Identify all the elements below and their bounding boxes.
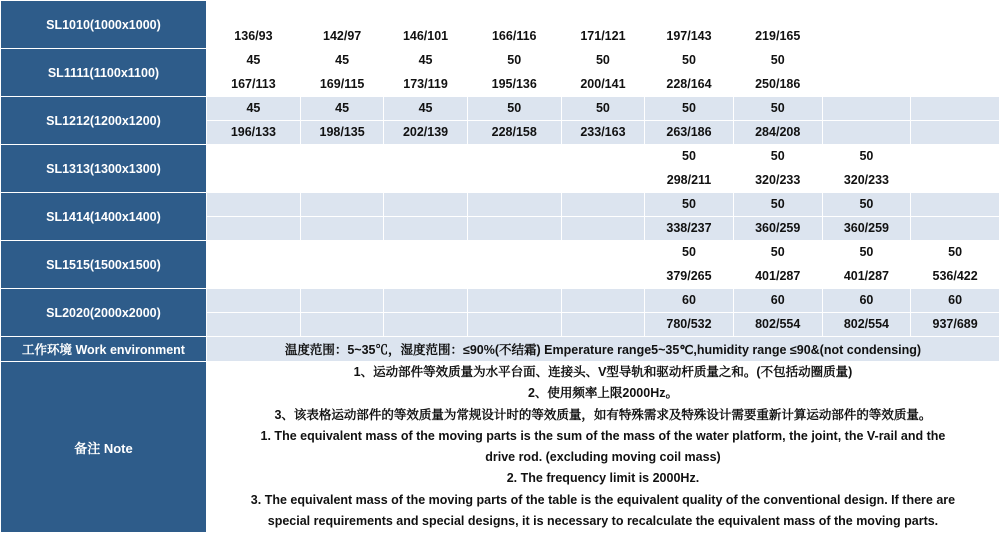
note-row [1,362,1000,533]
cell [206,217,300,241]
cell: 50 [645,145,734,169]
cell [467,265,561,289]
table-row [1,49,1000,73]
cell: 320/233 [733,169,822,193]
cell: 197/143 [645,25,734,49]
row-model-label: SL2020(2000x2000) [1,289,207,337]
cell: 320/233 [822,169,911,193]
note-value [206,362,999,533]
cell [206,313,300,337]
table-row [1,97,1000,121]
cell: 142/97 [300,25,383,49]
cell: 360/259 [822,217,911,241]
cell [822,73,911,97]
cell: 50 [645,193,734,217]
cell [206,193,300,217]
cell: 50 [911,241,1000,265]
row-model-label: SL1212(1200x1200) [1,97,207,145]
table-row [1,193,1000,217]
cell: 45 [300,97,383,121]
table-row [1,1,1000,25]
cell [206,1,300,25]
cell [911,73,1000,97]
row-model-label: SL1010(1000x1000) [1,1,207,49]
cell: 198/135 [300,121,383,145]
cell [561,169,644,193]
cell: 50 [467,49,561,73]
cell: 45 [300,49,383,73]
work-environment-label: 工作环境 Work environment [1,337,207,362]
cell: 50 [733,193,822,217]
cell: 60 [733,289,822,313]
cell: 50 [467,97,561,121]
table-body [1,1,1000,533]
cell: 195/136 [467,73,561,97]
note-line: 1. The equivalent mass of the moving parts is the sum of the mass of the water platform, the joint, the V-rail and the [260,428,946,443]
cell [822,49,911,73]
note-line: 3、该表格运动部件的等效质量为常规设计时的等效质量，如有特殊需求及特殊设计需要重新计算运动部件的等效质量。 [274,407,932,422]
cell [300,1,383,25]
cell: 536/422 [911,265,1000,289]
row-model-label: SL1111(1100x1100) [1,49,207,97]
cell [206,265,300,289]
cell [911,193,1000,217]
cell: 60 [911,289,1000,313]
cell: 45 [384,49,467,73]
cell [300,313,383,337]
cell: 50 [733,49,822,73]
cell: 50 [645,49,734,73]
cell: 45 [206,49,300,73]
note-line: 1、运动部件等效质量为水平台面、连接头、V型导轨和驱动杆质量之和。(不包括动圈质量) [353,365,853,379]
cell [733,1,822,25]
cell: 146/101 [384,25,467,49]
note-line: drive rod. (excluding moving coil mass) [485,450,721,464]
cell [384,289,467,313]
cell: 50 [822,193,911,217]
cell: 202/139 [384,121,467,145]
cell [300,217,383,241]
cell: 802/554 [733,313,822,337]
cell: 250/186 [733,73,822,97]
cell [467,289,561,313]
cell: 173/119 [384,73,467,97]
cell: 50 [645,241,734,265]
cell: 171/121 [561,25,644,49]
cell [300,193,383,217]
cell [467,169,561,193]
row-model-label: SL1414(1400x1400) [1,193,207,241]
cell [561,193,644,217]
cell: 228/158 [467,121,561,145]
cell: 401/287 [733,265,822,289]
cell [822,1,911,25]
cell [561,265,644,289]
cell: 338/237 [645,217,734,241]
cell: 50 [733,241,822,265]
cell [911,121,1000,145]
cell [822,121,911,145]
cell [911,97,1000,121]
cell [561,217,644,241]
cell [300,289,383,313]
cell: 50 [645,97,734,121]
cell [206,241,300,265]
cell [561,313,644,337]
cell [384,145,467,169]
table-row [1,289,1000,313]
row-model-label: SL1515(1500x1500) [1,241,207,289]
cell [911,49,1000,73]
cell [384,313,467,337]
cell: 284/208 [733,121,822,145]
cell [467,313,561,337]
cell: 50 [561,49,644,73]
cell [467,193,561,217]
cell [206,289,300,313]
cell: 196/133 [206,121,300,145]
table-row [1,241,1000,265]
work-environment-value: 温度范围：5~35℃，湿度范围：≤90%(不结霜) Emperature range5~35℃,humidity range ≤90&(not condensing) [206,337,999,362]
cell: 200/141 [561,73,644,97]
cell [467,145,561,169]
cell: 50 [733,145,822,169]
cell [300,265,383,289]
cell: 780/532 [645,313,734,337]
cell: 228/164 [645,73,734,97]
cell: 379/265 [645,265,734,289]
cell [467,217,561,241]
cell [561,1,644,25]
cell: 233/163 [561,121,644,145]
cell [561,241,644,265]
cell: 263/186 [645,121,734,145]
cell [206,145,300,169]
cell [384,193,467,217]
cell [911,1,1000,25]
cell [300,241,383,265]
cell [384,241,467,265]
note-line: 2. The frequency limit is 2000Hz. [506,471,700,486]
cell: 298/211 [645,169,734,193]
cell [911,217,1000,241]
cell: 50 [733,97,822,121]
cell: 50 [822,145,911,169]
cell: 136/93 [206,25,300,49]
cell [822,25,911,49]
note-line: special requirements and special designs, it is necessary to recalculate the equivalent mass of the moving parts. [267,513,939,528]
cell [911,25,1000,49]
cell: 401/287 [822,265,911,289]
cell: 60 [822,289,911,313]
cell: 50 [561,97,644,121]
cell [467,1,561,25]
cell [645,1,734,25]
cell: 937/689 [911,313,1000,337]
cell [822,97,911,121]
cell [300,145,383,169]
cell [561,289,644,313]
cell: 45 [384,97,467,121]
cell: 45 [206,97,300,121]
row-model-label: SL1313(1300x1300) [1,145,207,193]
cell [911,145,1000,169]
cell: 360/259 [733,217,822,241]
cell [911,169,1000,193]
note-line: 3. The equivalent mass of the moving parts of the table is the equivalent quality of the conventional design. If there are [250,492,956,507]
table-row [1,145,1000,169]
cell: 166/116 [467,25,561,49]
cell: 802/554 [822,313,911,337]
cell [467,241,561,265]
cell [384,265,467,289]
cell: 60 [645,289,734,313]
note-label: 备注 Note [1,362,207,533]
cell: 169/115 [300,73,383,97]
cell [300,169,383,193]
cell [384,1,467,25]
cell [206,169,300,193]
cell: 50 [822,241,911,265]
cell: 219/165 [733,25,822,49]
cell: 167/113 [206,73,300,97]
note-line: 2、使用频率上限2000Hz。 [527,386,678,401]
cell [561,145,644,169]
work-environment-row [1,337,1000,362]
cell [384,169,467,193]
cell [384,217,467,241]
